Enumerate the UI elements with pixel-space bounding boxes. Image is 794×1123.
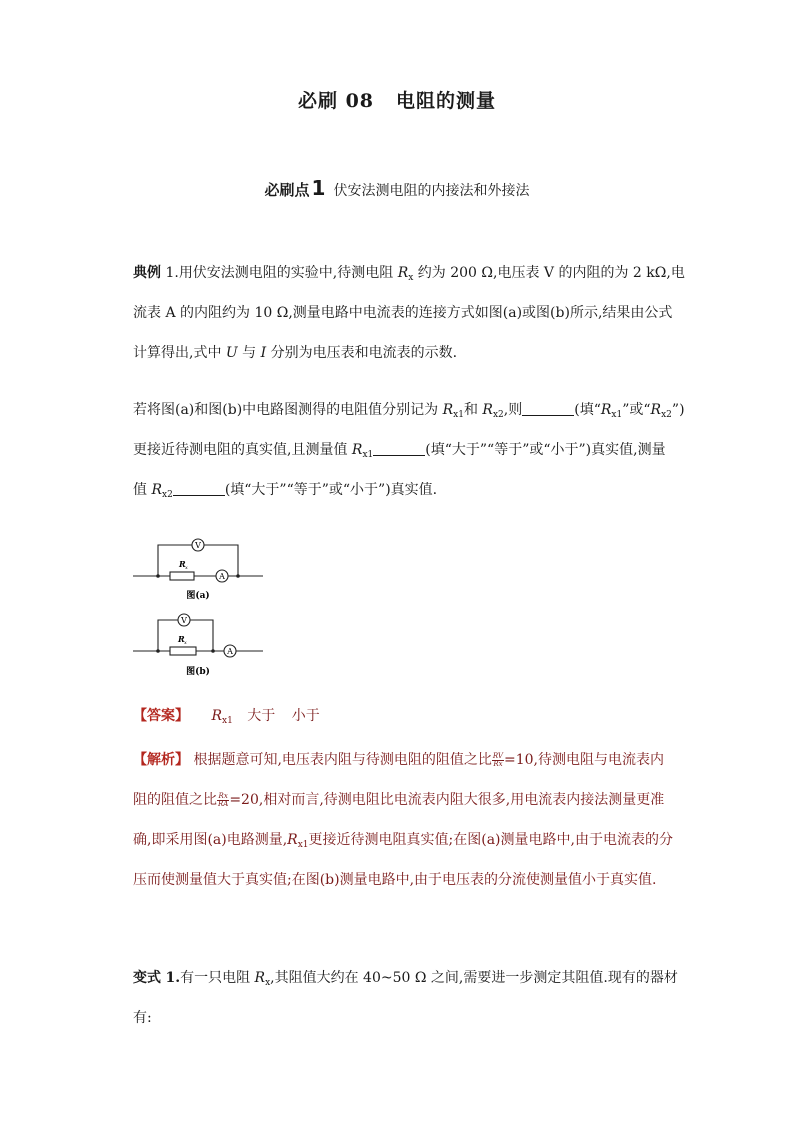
analysis-line-2b: =20,相对而言,待测电阻比电流表内阻大很多,用电流表内接法测量更准 bbox=[229, 792, 665, 808]
fraction-1-numerator: RV bbox=[492, 751, 503, 760]
answer-tag: 【答案】 bbox=[133, 708, 189, 724]
question-line-3a: 值 bbox=[133, 482, 152, 498]
question-line-1d: ”或“ bbox=[622, 402, 651, 418]
analysis-block bbox=[133, 750, 673, 890]
voltmeter-b-label: V bbox=[181, 616, 187, 625]
section-number: 1 bbox=[311, 176, 326, 200]
analysis-line-3a: 确,即采用图(a)电路测量, bbox=[133, 832, 288, 848]
question-and: 和 bbox=[463, 402, 483, 418]
example-problem bbox=[133, 263, 685, 363]
circuit-figures bbox=[128, 533, 268, 683]
symbol-sub-x1: x1 bbox=[611, 410, 623, 420]
analysis-line-2a: 阻的阻值之比 bbox=[133, 792, 217, 808]
question-text bbox=[133, 400, 685, 500]
variant-line-1a: 有一只电阻 bbox=[180, 970, 255, 986]
question-line-1e: ”) bbox=[671, 402, 685, 418]
symbol-r: R bbox=[442, 402, 454, 418]
symbol-sub-x2: x2 bbox=[492, 410, 504, 420]
analysis-line-1a: 根据题意可知,电压表内阻与待测电阻的阻值之比 bbox=[193, 752, 492, 768]
analysis-line-4: 压而使测量值大于真实值;在图(b)测量电路中,由于电压表的分流使测量值小于真实值. bbox=[133, 872, 657, 888]
answer-r-sub: x1 bbox=[222, 716, 233, 726]
title-main: 电阻的测量 bbox=[396, 90, 497, 112]
answer-value-3: 小于 bbox=[291, 708, 320, 724]
fraction-1-denominator: Rx bbox=[493, 759, 503, 768]
variant-line-2: 有: bbox=[133, 1010, 152, 1026]
variant-problem bbox=[133, 968, 678, 1028]
variant-number: 1. bbox=[165, 970, 181, 986]
answer-blank-1[interactable] bbox=[522, 401, 574, 416]
analysis-r: R bbox=[287, 832, 298, 848]
section-topic: 伏安法测电阻的内接法和外接法 bbox=[333, 183, 530, 199]
question-line-1b: ,则 bbox=[503, 402, 523, 418]
symbol-r: R bbox=[254, 970, 266, 986]
answer-blank-2[interactable] bbox=[373, 441, 425, 456]
resistor-b bbox=[170, 647, 196, 655]
resistor-b-sub: x bbox=[184, 640, 187, 646]
variant-tag: 变式 bbox=[133, 970, 161, 986]
symbol-r: R bbox=[650, 402, 662, 418]
question-line-1a: 若将图(a)和图(b)中电路图测得的电阻值分别记为 bbox=[133, 402, 443, 418]
page-title bbox=[0, 86, 794, 113]
fraction-2-numerator: Rx bbox=[218, 791, 228, 800]
answer-r: R bbox=[211, 708, 222, 724]
fraction-rx-ra bbox=[217, 793, 229, 808]
question-line-1c: (填“ bbox=[574, 402, 601, 418]
example-number: 1. bbox=[165, 265, 179, 281]
analysis-line-3b: 更接近待测电阻真实值;在图(a)测量电路中,由于电流表的分 bbox=[308, 832, 673, 848]
example-line-2: 流表 A 的内阻约为 10 Ω,测量电路中电流表的连接方式如图(a)或图(b)所示,结果由公式 bbox=[133, 305, 673, 321]
symbol-sub-x2: x2 bbox=[661, 410, 672, 420]
answer-blank-3[interactable] bbox=[173, 481, 225, 496]
section-lead: 必刷点 bbox=[264, 181, 310, 199]
symbol-r: R bbox=[482, 402, 493, 418]
resistor-a bbox=[170, 572, 194, 580]
title-prefix: 必刷 08 bbox=[297, 90, 375, 112]
ammeter-b-label: A bbox=[227, 647, 233, 656]
symbol-u: U bbox=[225, 345, 238, 361]
example-line-3b: 与 bbox=[237, 345, 261, 361]
symbol-sub-x1: x1 bbox=[453, 410, 464, 420]
resistor-a-label: R bbox=[179, 559, 186, 569]
symbol-sub-x: x bbox=[265, 978, 271, 988]
symbol-i: I bbox=[260, 345, 267, 361]
analysis-tag: 【解析】 bbox=[133, 752, 189, 768]
caption-a: 图(a) bbox=[186, 591, 210, 601]
example-line-3a: 计算得出,式中 bbox=[133, 345, 226, 361]
example-tag: 典例 bbox=[133, 265, 161, 281]
example-line-1b: 约为 200 Ω,电压表 V 的内阻的为 2 kΩ,电 bbox=[413, 265, 685, 281]
fraction-2-denominator: RA bbox=[218, 799, 229, 808]
answer-value-2: 大于 bbox=[247, 708, 276, 724]
symbol-r: R bbox=[151, 482, 162, 498]
symbol-r: R bbox=[600, 402, 612, 418]
voltmeter-a-label: V bbox=[195, 541, 201, 550]
answer-block bbox=[133, 706, 663, 726]
analysis-line-1b: =10,待测电阻与电流表内 bbox=[503, 752, 664, 768]
resistor-b-label: R bbox=[178, 634, 185, 644]
section-heading bbox=[0, 176, 794, 200]
symbol-sub-x1: x1 bbox=[362, 450, 374, 460]
question-line-2b: (填“大于”“等于”或“小于”)真实值,测量 bbox=[425, 442, 666, 458]
question-line-2a: 更接近待测电阻的真实值,且测量值 bbox=[133, 442, 352, 458]
question-line-3b: (填“大于”“等于”或“小于”)真实值. bbox=[224, 482, 438, 498]
fraction-rv-rx bbox=[492, 753, 504, 768]
resistor-a-sub: x bbox=[185, 565, 188, 571]
ammeter-a-label: A bbox=[219, 572, 225, 581]
example-line-1a: 用伏安法测电阻的实验中,待测电阻 bbox=[178, 265, 398, 281]
caption-b: 图(b) bbox=[186, 667, 210, 677]
example-line-3c: 分别为电压表和电流表的示数. bbox=[266, 345, 458, 361]
circuit-b bbox=[133, 614, 263, 657]
symbol-sub-x: x bbox=[408, 273, 414, 283]
symbol-sub-x2: x2 bbox=[162, 490, 173, 500]
variant-line-1b: ,其阻值大约在 40~50 Ω 之间,需要进一步测定其阻值.现有的器材 bbox=[270, 970, 678, 986]
analysis-r-sub: x1 bbox=[297, 840, 309, 850]
symbol-r: R bbox=[397, 265, 409, 281]
symbol-r: R bbox=[351, 442, 363, 458]
